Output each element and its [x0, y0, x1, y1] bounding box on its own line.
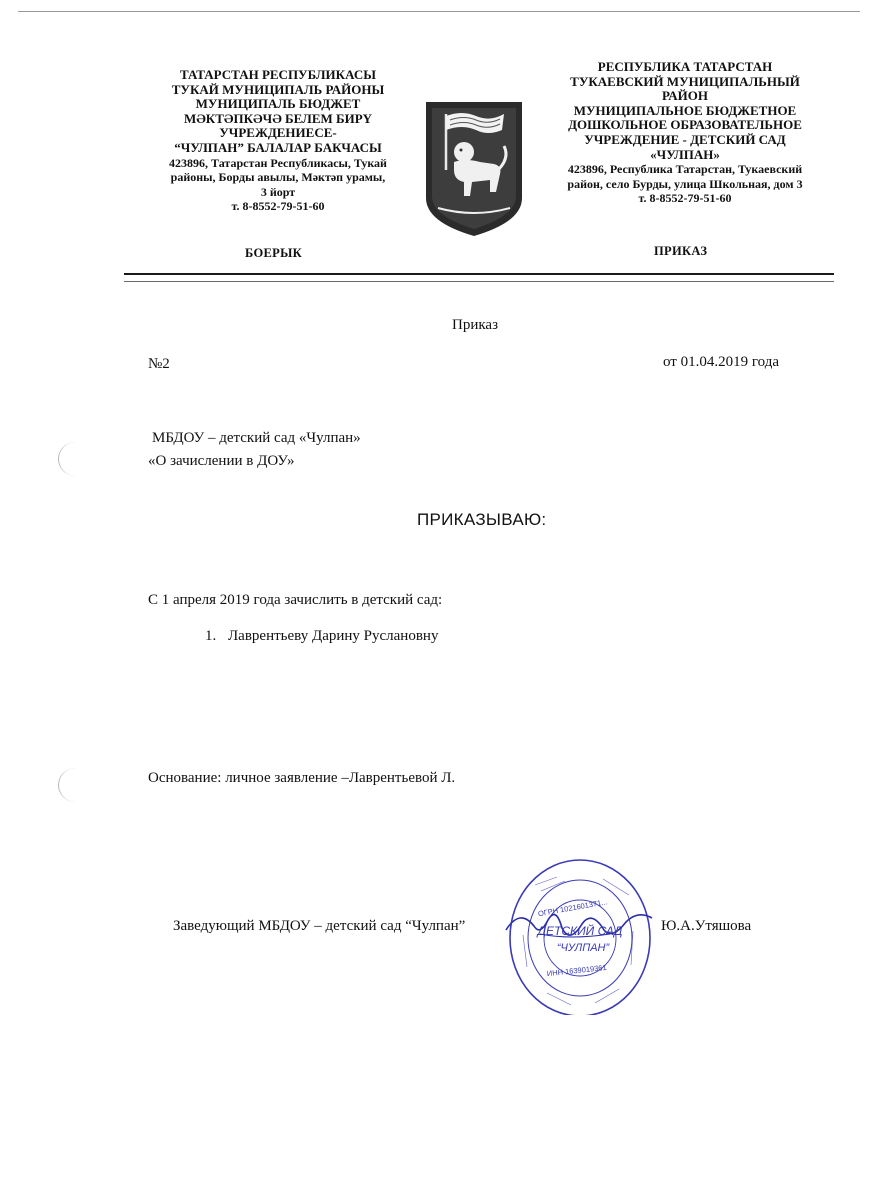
header-right-line: ТУКАЕВСКИЙ МУНИЦИПАЛЬНЫЙ: [570, 73, 800, 89]
header-divider: [124, 273, 834, 275]
body-intro: С 1 апреля 2019 года зачислить в детский сад:: [148, 592, 443, 608]
header-right-line: УЧРЕЖДЕНИЕ - ДЕТСКИЙ САД: [584, 131, 786, 147]
basis-line: Основание: личное заявление –Лаврентьевой Л.: [148, 770, 456, 786]
stamp-ogrn: ОГРН 1021601371...: [537, 897, 609, 919]
header-left-line: УЧРЕЖДЕНИЕСЕ-: [219, 125, 337, 141]
doc-date: от 01.04.2019 года: [663, 354, 779, 370]
punch-hole-mark: [58, 442, 93, 476]
doc-organization: МБДОУ – детский сад «Чулпан»: [152, 430, 361, 446]
header-left-line: районы, Борды авылы, Мәктәп урамы,: [170, 170, 386, 185]
header-left-line: т. 8-8552-79-51-60: [231, 199, 325, 214]
doc-title: Приказ: [452, 317, 499, 333]
header-right-block: [530, 60, 840, 206]
header-left-line: ТАТАРСТАН РЕСПУБЛИКАСЫ: [180, 67, 376, 82]
stamp-center-line1: ДЕТСКИЙ САД: [537, 924, 623, 938]
header-left-line: МУНИЦИПАЛЬ БЮДЖЕТ: [195, 96, 361, 112]
header-divider-thin: [124, 281, 834, 282]
order-heading: ПРИКАЗЫВАЮ:: [417, 510, 547, 529]
header-right-line: 423896, Республика Татарстан, Тукаевский: [567, 162, 803, 177]
header-left-line: 3 йорт: [260, 184, 296, 199]
coat-of-arms-emblem: [424, 100, 524, 238]
doc-subject: «О зачислении в ДОУ»: [148, 453, 295, 469]
doc-number: №2: [148, 356, 170, 372]
header-left-line: 423896, Татарстан Республикасы, Тукай: [169, 155, 387, 170]
header-right-line: МУНИЦИПАЛЬНОЕ БЮДЖЕТНОЕ: [573, 102, 797, 118]
stamp-center-line2: “ЧУЛПАН”: [556, 942, 610, 954]
handwritten-signature: [500, 900, 660, 950]
list-item-number: 1.: [205, 628, 217, 644]
header-left-line: “ЧУЛПАН” БАЛАЛАР БАКЧАСЫ: [174, 139, 382, 155]
header-right-line: район, село Бурды, улица Школьная, дом 3: [567, 176, 803, 191]
punch-hole-mark: [58, 768, 93, 802]
header-left-doc-word: БОЕРЫК: [245, 246, 303, 260]
signer-role: Заведующий МБДОУ – детский сад “Чулпан”: [173, 918, 466, 934]
list-item-text: Лаврентьеву Дарину Руслановну: [228, 628, 439, 644]
header-right-doc-word: ПРИКАЗ: [654, 244, 708, 258]
header-left-line: МӘКТӘПКӘЧӘ БЕЛЕМ БИРҮ: [183, 110, 373, 126]
header-right-line: РЕСПУБЛИКА ТАТАРСТАН: [597, 59, 773, 74]
scan-edge-line: [18, 11, 860, 12]
header-right-line: «ЧУЛПАН»: [650, 146, 720, 162]
header-left-block: [118, 68, 438, 214]
stamp-inn: ИНН 1639019361: [546, 962, 608, 979]
header-right-line: РАЙОН: [661, 88, 708, 104]
signer-name: Ю.А.Утяшова: [661, 918, 752, 934]
header-right-line: т. 8-8552-79-51-60: [638, 191, 732, 206]
header-left-line: ТУКАЙ МУНИЦИПАЛЬ РАЙОНЫ: [171, 81, 385, 97]
header-right-line: ДОШКОЛЬНОЕ ОБРАЗОВАТЕЛЬНОЕ: [568, 117, 802, 133]
